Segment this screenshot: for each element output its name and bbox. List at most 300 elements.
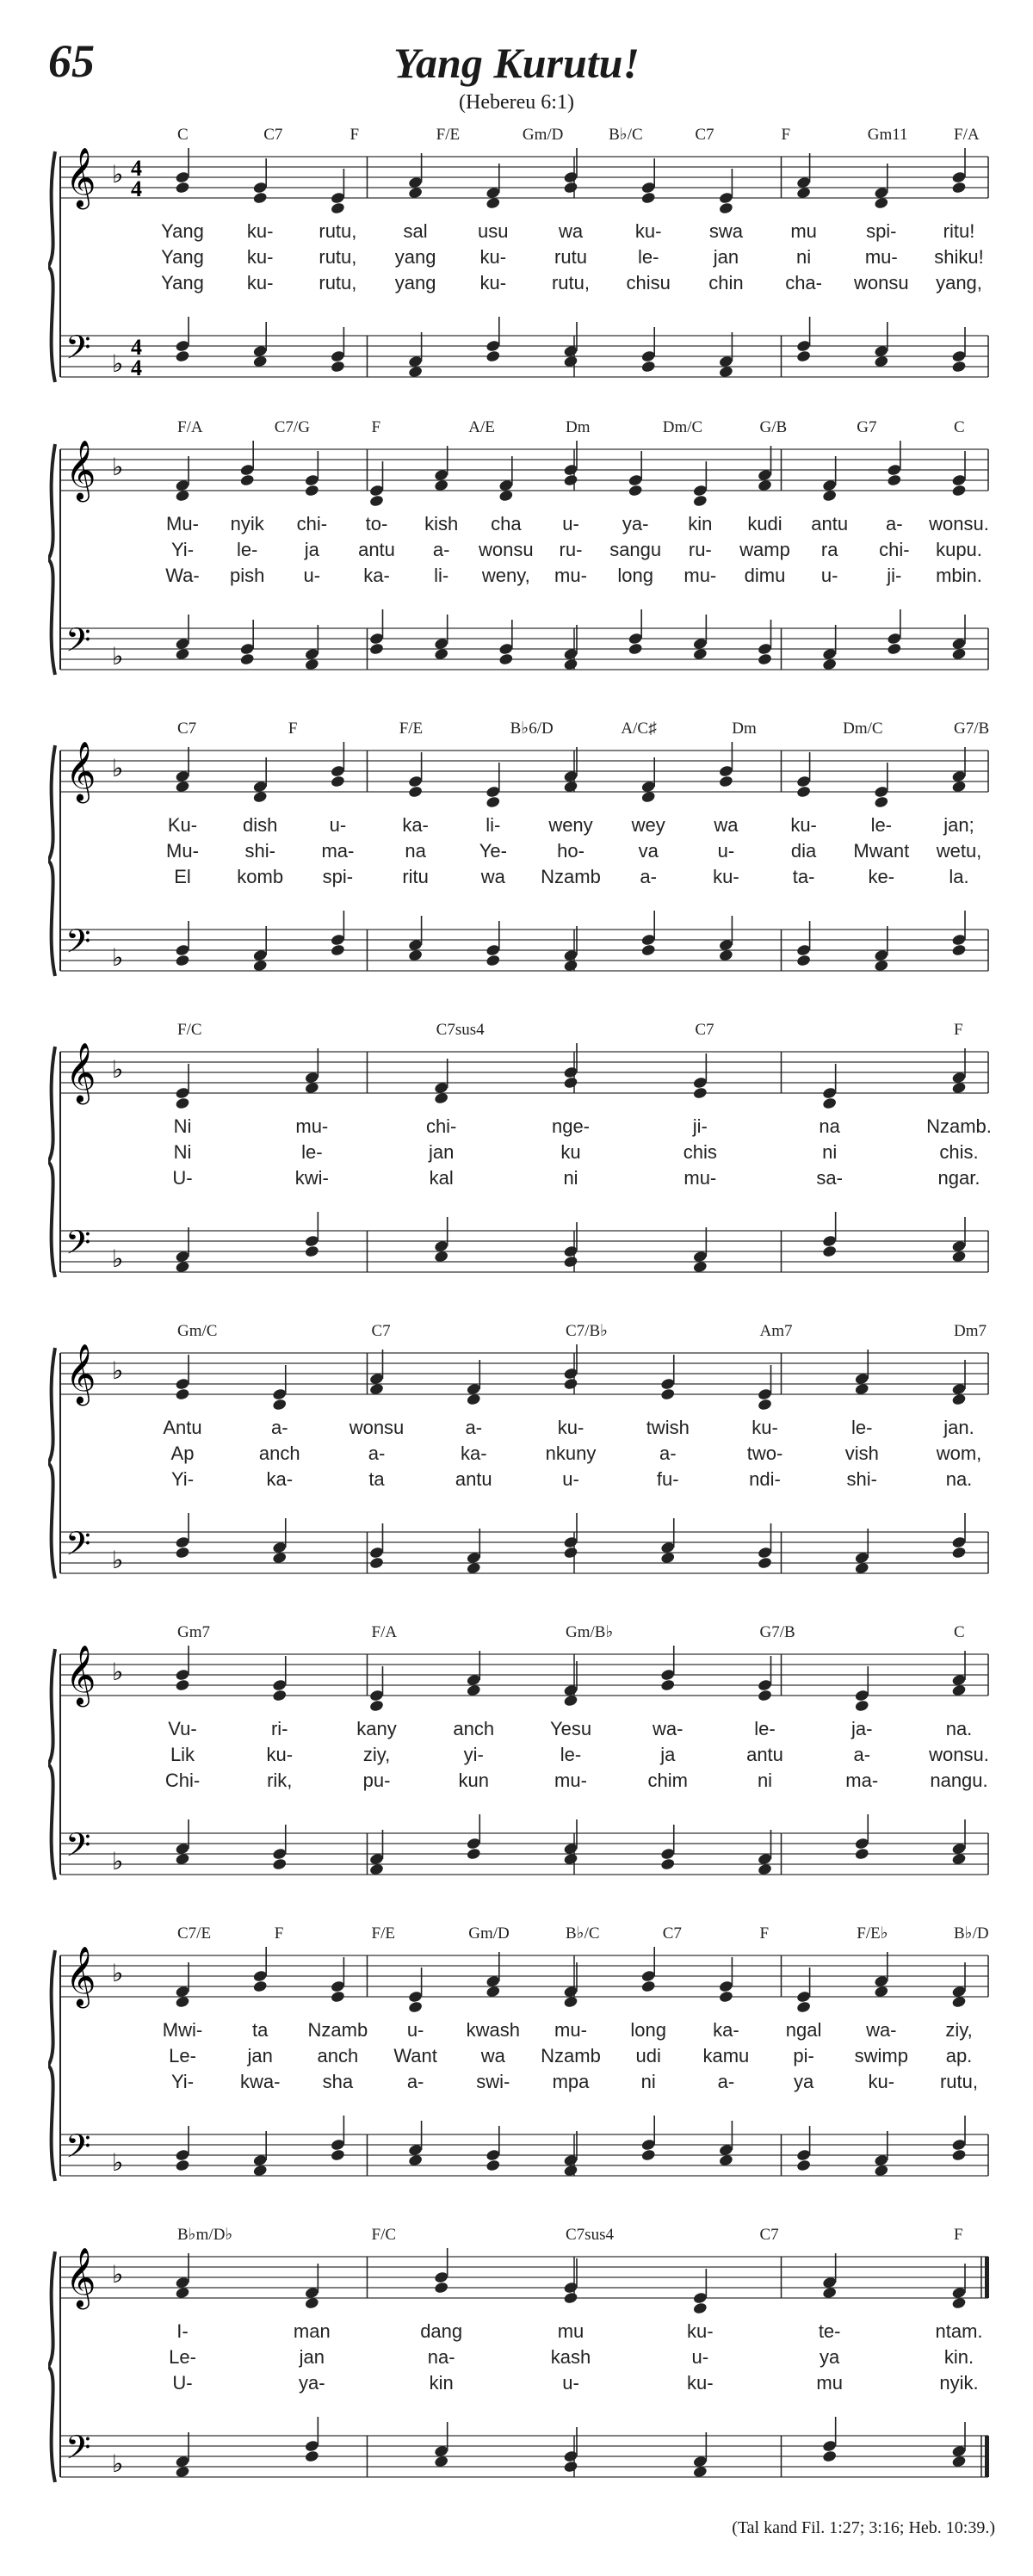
note-head <box>434 2281 449 2294</box>
key-signature-flat-icon: ♭ <box>112 351 124 378</box>
lyric-syllable: mu <box>790 220 817 242</box>
lyric-syllable: na <box>405 840 426 862</box>
lyric-syllable: ritu <box>402 866 429 887</box>
lyric-syllable: ho- <box>557 840 585 862</box>
lyric-syllable: ap. <box>945 2045 973 2066</box>
lyric-syllable: Lik <box>170 1744 195 1765</box>
lyric-syllable: ka- <box>402 814 429 836</box>
scripture-reference: (Hebereu 6:1) <box>459 91 574 114</box>
lyric-syllable: jan <box>428 1141 455 1163</box>
chord-symbol: C <box>954 418 965 436</box>
note-head <box>796 954 812 967</box>
lyric-syllable: a- <box>270 1417 288 1438</box>
note-head <box>175 1546 190 1559</box>
lyric-syllable: ru- <box>559 539 583 560</box>
bass-staff <box>60 1827 988 1875</box>
key-signature-flat-icon: ♭ <box>112 945 124 972</box>
note-head <box>369 1556 385 1569</box>
note-head <box>758 1398 773 1411</box>
system-brace <box>48 1047 55 1277</box>
system-brace <box>48 1649 55 1880</box>
system-svg <box>48 2221 995 2505</box>
note-head <box>563 1377 578 1390</box>
chord-symbol: B♭6/D <box>510 720 554 738</box>
chord-symbol: C7 <box>662 1924 682 1943</box>
note-head <box>272 1689 288 1702</box>
treble-staff <box>60 148 988 209</box>
treble-clef-icon: 𝄞 <box>65 1044 96 1101</box>
chord-symbol: C7 <box>695 1021 714 1039</box>
note-head <box>822 1245 838 1257</box>
treble-staff <box>60 1646 988 1707</box>
treble-staff <box>60 441 988 502</box>
time-signature-top: 4 <box>131 156 142 181</box>
lyric-syllable: na. <box>945 1468 973 1490</box>
note-head <box>758 652 773 665</box>
bass-clef-icon: 𝄢 <box>65 622 91 666</box>
bass-staff <box>60 1526 988 1574</box>
lyric-syllable: komb <box>237 866 284 887</box>
music-system-4 <box>48 1016 995 1300</box>
lyric-syllable: fu- <box>656 1468 679 1490</box>
lyric-syllable: Yang <box>161 272 204 293</box>
lyric-syllable: El <box>174 866 191 887</box>
lyric-syllable: swa <box>708 220 743 242</box>
chord-symbol: A/C♯ <box>621 720 657 738</box>
lyric-syllable: kwi- <box>294 1167 329 1189</box>
lyric-syllable: ku- <box>246 220 274 242</box>
lyric-syllable: rutu, <box>319 246 357 268</box>
chord-symbol: G7/B <box>759 1623 795 1641</box>
lyric-syllable: twish <box>646 1417 690 1438</box>
lyric-syllable: ni <box>822 1141 838 1163</box>
lyric-syllable: te- <box>818 2320 841 2342</box>
lyric-syllable: Nzamb <box>307 2019 368 2041</box>
lyric-syllable: weny, <box>481 565 530 586</box>
lyric-syllable: jan <box>299 2346 325 2368</box>
note-head <box>175 954 190 967</box>
bass-staff <box>60 2430 988 2478</box>
note-head <box>692 1086 708 1099</box>
lyric-syllable: wom, <box>936 1442 982 1464</box>
note-head <box>640 1980 656 1992</box>
system-svg <box>48 413 995 697</box>
lyric-syllable: U- <box>172 1167 193 1189</box>
lyric-syllable: chi- <box>425 1115 457 1137</box>
lyric-syllable: ji- <box>692 1115 708 1137</box>
note-head <box>563 1255 578 1268</box>
lyric-syllable: Yang <box>161 220 204 242</box>
lyric-syllable: ke- <box>868 866 895 887</box>
lyric-syllable: mu- <box>295 1115 329 1137</box>
lyric-syllable: Wa- <box>165 565 200 586</box>
lyric-syllable: la. <box>949 866 969 887</box>
lyric-syllable: Ni <box>173 1141 192 1163</box>
lyric-syllable: antu <box>746 1744 783 1765</box>
note-head <box>304 2449 319 2462</box>
chord-symbol: F <box>288 720 298 738</box>
lyric-syllable: I- <box>176 2320 189 2342</box>
lyric-syllable: wa- <box>653 1718 684 1739</box>
time-signature-bottom: 4 <box>131 355 142 380</box>
chord-symbol: F <box>371 418 381 436</box>
lyric-syllable: Nzamb <box>541 2045 601 2066</box>
note-head <box>640 2148 656 2161</box>
chord-symbol: F/C <box>371 2226 397 2244</box>
chord-symbol: F <box>759 1924 770 1943</box>
lyric-syllable: ma- <box>321 840 355 862</box>
key-signature-flat-icon: ♭ <box>112 1961 124 1987</box>
bass-staff <box>60 622 988 670</box>
lyric-syllable: wonsu <box>479 539 534 560</box>
system-brace <box>48 1950 55 2181</box>
chord-symbol: C7 <box>371 1322 391 1340</box>
lyric-syllable: mu- <box>684 1167 717 1189</box>
note-head <box>175 2159 190 2171</box>
note-head <box>369 1699 385 1712</box>
lyric-syllable: Antu <box>163 1417 202 1438</box>
lyric-syllable: ta <box>368 1468 385 1490</box>
lyric-syllable: u- <box>329 814 347 836</box>
note-head <box>758 1689 773 1702</box>
bass-clef-icon: 𝄢 <box>65 1526 91 1570</box>
note-head <box>660 1387 676 1400</box>
lyric-syllable: ni <box>757 1770 773 1791</box>
lyric-syllable: Nzamb. <box>926 1115 992 1137</box>
note-head <box>758 1556 773 1569</box>
lyric-syllable: le- <box>236 539 258 560</box>
lyric-syllable: a- <box>406 2071 424 2092</box>
lyric-syllable: anch <box>453 1718 495 1739</box>
lyric-syllable: Mu- <box>166 513 199 534</box>
lyric-syllable: kupu. <box>936 539 982 560</box>
lyric-syllable: weny <box>548 814 593 836</box>
lyric-syllable: Mwant <box>853 840 910 862</box>
key-signature-flat-icon: ♭ <box>112 1246 124 1273</box>
lyric-syllable: shi- <box>846 1468 877 1490</box>
note-head <box>175 349 190 362</box>
lyric-syllable: pi- <box>793 2045 814 2066</box>
lyric-syllable: kin. <box>943 2346 974 2368</box>
lyric-syllable: spi- <box>866 220 897 242</box>
lyric-syllable: kish <box>424 513 459 534</box>
system-svg <box>48 1919 995 2203</box>
lyric-syllable: yang <box>394 246 436 268</box>
note-head <box>486 2159 501 2171</box>
note-head <box>563 2460 578 2473</box>
lyric-syllable: Nzamb <box>541 866 601 887</box>
bass-staff <box>60 2128 988 2177</box>
chord-symbol: F/E <box>371 1924 395 1943</box>
chord-symbol: Gm11 <box>867 126 908 144</box>
lyric-syllable: Mwi- <box>162 2019 203 2041</box>
treble-clef-icon: 𝄞 <box>65 743 96 800</box>
lyric-syllable: chisu <box>626 272 671 293</box>
lyric-syllable: kamu <box>702 2045 750 2066</box>
lyric-syllable: ku- <box>479 272 507 293</box>
key-signature-flat-icon: ♭ <box>112 2262 124 2289</box>
lyric-syllable: ku- <box>752 1417 778 1438</box>
chord-symbol: F/A <box>177 418 203 436</box>
lyric-syllable: ndi- <box>749 1468 781 1490</box>
lyric-syllable: jan. <box>943 1417 974 1438</box>
note-head <box>951 484 967 497</box>
note-head <box>660 1857 676 1870</box>
note-head <box>660 1678 676 1691</box>
note-head <box>796 2000 812 2013</box>
lyric-syllable: a- <box>853 1744 871 1765</box>
footer-reference: (Tal kand Fil. 1:27; 3:16; Heb. 10:39.) <box>732 2518 995 2537</box>
lyric-syllable: mu- <box>554 1770 587 1791</box>
lyric-syllable: ziy, <box>362 1744 391 1765</box>
lyric-syllable: kin <box>688 513 713 534</box>
lyric-syllable: mbin. <box>936 565 982 586</box>
lyric-syllable: rutu, <box>319 272 357 293</box>
chord-symbol: A/E <box>468 418 495 436</box>
note-head <box>718 1990 733 2003</box>
lyric-syllable: kany <box>356 1718 397 1739</box>
lyric-syllable: ja <box>660 1744 676 1765</box>
lyric-syllable: ku- <box>634 220 662 242</box>
lyric-syllable: kash <box>550 2346 591 2368</box>
system-brace <box>48 151 55 382</box>
lyric-syllable: rik, <box>267 1770 293 1791</box>
lyric-syllable: kin <box>429 2372 454 2394</box>
lyric-syllable: Ye- <box>479 840 507 862</box>
lyric-syllable: u- <box>717 840 735 862</box>
note-head <box>718 201 733 214</box>
lyric-syllable: li- <box>486 814 501 836</box>
note-head <box>692 494 708 507</box>
lyric-syllable: ritu! <box>943 220 975 242</box>
treble-clef-icon: 𝄞 <box>65 1948 96 2005</box>
lyric-syllable: sangu <box>609 539 662 560</box>
chord-symbol: Gm/D <box>522 126 564 144</box>
lyric-syllable: kun <box>458 1770 489 1791</box>
note-head <box>796 785 812 798</box>
lyric-syllable: ziy, <box>945 2019 973 2041</box>
chord-symbol: F/E <box>399 720 424 738</box>
note-head <box>239 473 255 486</box>
lyric-syllable: Yesu <box>549 1718 592 1739</box>
lyric-syllable: wa <box>480 2045 505 2066</box>
lyric-syllable: sal <box>403 220 428 242</box>
note-head <box>874 795 889 808</box>
key-signature-flat-icon: ♭ <box>112 2150 124 2177</box>
lyric-syllable: Chi- <box>164 1770 201 1791</box>
lyric-syllable: rutu <box>554 246 587 268</box>
note-head <box>822 2449 838 2462</box>
lyric-syllable: mu <box>816 2372 843 2394</box>
lyric-syllable: mu <box>557 2320 585 2342</box>
lyric-syllable: ku <box>560 1141 581 1163</box>
lyric-syllable: yang <box>394 272 436 293</box>
lyric-syllable: ni <box>640 2071 656 2092</box>
music-system-1 <box>48 120 995 405</box>
chord-symbol: G7/B <box>954 720 990 738</box>
lyric-syllable: two- <box>746 1442 783 1464</box>
chord-symbol: C7sus4 <box>436 1021 485 1039</box>
chord-symbol: C7/E <box>177 1924 212 1943</box>
lyric-syllable: antu <box>358 539 395 560</box>
lyric-syllable: shiku! <box>934 246 984 268</box>
lyric-syllable: ra <box>820 539 838 560</box>
hymn-number: 65 <box>48 35 95 87</box>
note-head <box>304 484 319 497</box>
chord-symbol: C <box>954 1623 965 1641</box>
system-brace <box>48 2252 55 2482</box>
treble-staff <box>60 1344 988 1405</box>
lyric-syllable: mu- <box>554 2019 587 2041</box>
lyric-syllable: a- <box>717 2071 735 2092</box>
system-brace <box>48 745 55 976</box>
lyric-syllable: na <box>819 1115 840 1137</box>
note-head <box>175 1096 190 1109</box>
system-brace <box>48 1348 55 1578</box>
system-svg <box>48 1317 995 1601</box>
lyric-syllable: jan <box>247 2045 273 2066</box>
lyric-syllable: ri- <box>270 1718 288 1739</box>
chord-symbol: G/B <box>759 418 788 436</box>
lyric-syllable: wa <box>480 866 505 887</box>
chord-symbol: F/E♭ <box>857 1924 888 1943</box>
note-head <box>330 1990 345 2003</box>
lyric-syllable: Yi- <box>170 539 195 560</box>
key-signature-flat-icon: ♭ <box>112 756 124 782</box>
chord-symbol: F <box>349 126 360 144</box>
note-head <box>628 642 643 655</box>
music-system-2 <box>48 413 995 697</box>
note-head <box>563 1076 578 1089</box>
note-head <box>408 785 424 798</box>
note-head <box>951 1546 967 1559</box>
lyric-syllable: dia <box>790 840 817 862</box>
chord-symbol: B♭m/D♭ <box>177 2226 233 2244</box>
chord-symbol: B♭/C <box>566 1924 600 1943</box>
lyric-syllable: u- <box>406 2019 424 2041</box>
lyric-syllable: li- <box>434 565 449 586</box>
lyric-syllable: swi- <box>476 2071 510 2092</box>
note-head <box>175 1387 190 1400</box>
lyric-syllable: na- <box>427 2346 455 2368</box>
lyric-syllable: Mu- <box>166 840 199 862</box>
lyric-syllable: Want <box>393 2045 437 2066</box>
lyric-syllable: chi- <box>296 513 328 534</box>
lyric-syllable: ku- <box>687 2320 714 2342</box>
lyric-syllable: wa- <box>866 2019 897 2041</box>
lyric-syllable: spi- <box>322 866 354 887</box>
key-signature-flat-icon: ♭ <box>112 162 124 188</box>
lyric-syllable: wamp <box>739 539 790 560</box>
treble-staff <box>60 1947 988 2008</box>
lyric-syllable: chi- <box>879 539 910 560</box>
note-head <box>887 642 902 655</box>
note-head <box>718 775 733 788</box>
note-head <box>822 1096 838 1109</box>
chord-symbol: G7 <box>857 418 877 436</box>
note-head <box>854 1699 869 1712</box>
lyric-syllable: chin <box>708 272 744 293</box>
lyric-syllable: mu- <box>864 246 898 268</box>
lyric-syllable: Ku- <box>167 814 198 836</box>
treble-staff <box>60 742 988 803</box>
note-head <box>330 2148 345 2161</box>
chord-symbol: Dm <box>566 418 591 436</box>
lyric-syllable: ma- <box>845 1770 879 1791</box>
lyric-syllable: wetu, <box>936 840 982 862</box>
lyric-syllable: ngar. <box>937 1167 980 1189</box>
lyric-syllable: wonsu. <box>929 1744 989 1765</box>
lyric-syllable: ku- <box>246 272 274 293</box>
key-signature-flat-icon: ♭ <box>112 2451 124 2478</box>
lyric-syllable: va <box>638 840 659 862</box>
lyric-syllable: kwash <box>466 2019 520 2041</box>
lyric-syllable: Vu- <box>168 1718 197 1739</box>
lyric-syllable: cha- <box>785 272 822 293</box>
hymn-title: Yang Kurutu! <box>393 39 640 87</box>
lyric-syllable: ta <box>252 2019 269 2041</box>
music-system-5 <box>48 1317 995 1601</box>
key-signature-flat-icon: ♭ <box>112 1659 124 1686</box>
lyric-syllable: to- <box>365 513 388 534</box>
lyric-syllable: Yi- <box>170 1468 195 1490</box>
lyric-syllable: man <box>293 2320 331 2342</box>
lyric-syllable: rutu, <box>319 220 357 242</box>
chord-symbol: F/C <box>177 1021 202 1039</box>
chord-symbol: C7 <box>695 126 714 144</box>
chord-symbol: F/E <box>436 126 461 144</box>
note-head <box>369 494 385 507</box>
lyric-syllable: cha <box>491 513 522 534</box>
lyric-syllable: usu <box>478 220 509 242</box>
lyric-syllable: ta- <box>792 866 815 887</box>
key-signature-flat-icon: ♭ <box>112 1849 124 1875</box>
note-head <box>466 1847 481 1860</box>
note-head <box>486 795 501 808</box>
chord-symbol: Gm7 <box>177 1623 210 1641</box>
note-head <box>486 954 501 967</box>
treble-staff <box>60 2248 988 2309</box>
treble-clef-icon: 𝄞 <box>65 149 96 206</box>
lyric-syllable: wonsu. <box>929 513 989 534</box>
music-system-6 <box>48 1618 995 1902</box>
key-signature-flat-icon: ♭ <box>112 644 124 670</box>
bass-staff <box>60 1225 988 1273</box>
lyric-syllable: jan <box>713 246 739 268</box>
lyric-syllable: ku- <box>266 1744 294 1765</box>
chord-symbol: Dm/C <box>662 418 703 436</box>
lyric-syllable: dish <box>243 814 278 836</box>
lyric-syllable: antu <box>455 1468 492 1490</box>
lyric-syllable: sha <box>322 2071 354 2092</box>
note-head <box>369 642 385 655</box>
lyric-syllable: nge- <box>551 1115 591 1137</box>
note-head <box>563 2291 578 2304</box>
lyric-syllable: ru- <box>688 539 712 560</box>
lyric-syllable: ka- <box>460 1442 487 1464</box>
lyric-syllable: Le- <box>169 2045 196 2066</box>
lyric-syllable: ji- <box>887 565 902 586</box>
bass-clef-icon: 𝄢 <box>65 1827 91 1871</box>
chord-symbol: C7sus4 <box>566 2226 614 2244</box>
lyric-syllable: le- <box>560 1744 582 1765</box>
note-head <box>628 484 643 497</box>
lyric-syllable: ka- <box>713 2019 739 2041</box>
chord-symbol: B♭/C <box>609 126 643 144</box>
chord-symbol: F <box>954 1021 963 1039</box>
lyric-syllable: ya <box>793 2071 814 2092</box>
chord-symbol: Dm/C <box>843 720 883 738</box>
